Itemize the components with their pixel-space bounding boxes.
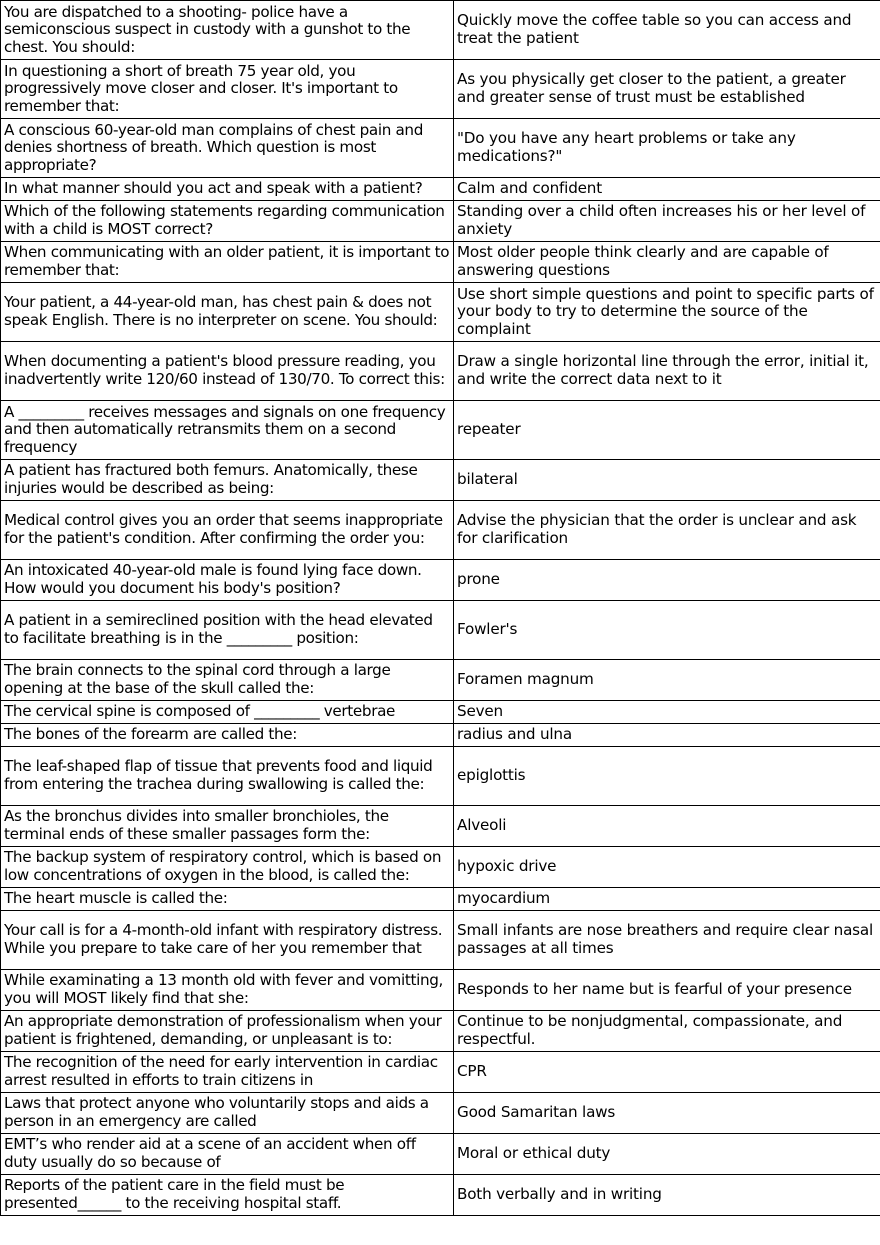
- question-cell: EMT’s who render aid at a scene of an accident when off duty usually do so because of: [1, 1134, 454, 1175]
- answer-cell: Standing over a child often increases his or her level of anxiety: [454, 201, 880, 242]
- answer-cell: myocardium: [454, 888, 880, 911]
- answer-cell: Use short simple questions and point to specific parts of your body to try to determine the source of the complaint: [454, 283, 880, 342]
- question-cell: Medical control gives you an order that seems inappropriate for the patient's condition. After confirming the order you:: [1, 501, 454, 560]
- question-cell: Reports of the patient care in the field must be presented______ to the receiving hospital staff.: [1, 1175, 454, 1216]
- table-row: [1, 201, 880, 242]
- answer-cell: Quickly move the coffee table so you can access and treat the patient: [454, 1, 880, 60]
- answer-cell: repeater: [454, 401, 880, 460]
- question-cell: When documenting a patient's blood pressure reading, you inadvertently write 120/60 instead of 130/70. To correct this:: [1, 342, 454, 401]
- answer-cell: Advise the physician that the order is unclear and ask for clarification: [454, 501, 880, 560]
- flashcard-table-body: [1, 1, 880, 1216]
- question-cell: When communicating with an older patient, it is important to remember that:: [1, 242, 454, 283]
- table-row: [1, 970, 880, 1011]
- table-row: [1, 560, 880, 601]
- answer-cell: bilateral: [454, 460, 880, 501]
- answer-cell: Calm and confident: [454, 178, 880, 201]
- question-cell: The backup system of respiratory control, which is based on low concentrations of oxygen in the blood, is called the:: [1, 847, 454, 888]
- answer-cell: Both verbally and in writing: [454, 1175, 880, 1216]
- answer-cell: Most older people think clearly and are capable of answering questions: [454, 242, 880, 283]
- answer-cell: Good Samaritan laws: [454, 1093, 880, 1134]
- question-cell: Laws that protect anyone who voluntarily stops and aids a person in an emergency are called: [1, 1093, 454, 1134]
- question-cell: In questioning a short of breath 75 year old, you progressively move closer and closer. It's important to remember that:: [1, 60, 454, 119]
- table-row: [1, 119, 880, 178]
- table-row: [1, 1011, 880, 1052]
- question-cell: While examinating a 13 month old with fever and vomitting, you will MOST likely find that she:: [1, 970, 454, 1011]
- question-cell: A _________ receives messages and signals on one frequency and then automatically retransmits them on a second frequency: [1, 401, 454, 460]
- answer-cell: epiglottis: [454, 747, 880, 806]
- answer-cell: CPR: [454, 1052, 880, 1093]
- table-row: [1, 806, 880, 847]
- table-row: [1, 601, 880, 660]
- answer-cell: "Do you have any heart problems or take any medications?": [454, 119, 880, 178]
- table-row: [1, 888, 880, 911]
- question-cell: The leaf-shaped flap of tissue that prevents food and liquid from entering the trachea during swallowing is called the:: [1, 747, 454, 806]
- table-row: [1, 1, 880, 60]
- question-cell: A patient in a semireclined position with the head elevated to facilitate breathing is in the _________ position:: [1, 601, 454, 660]
- question-cell: The heart muscle is called the:: [1, 888, 454, 911]
- table-row: [1, 1175, 880, 1216]
- answer-cell: Foramen magnum: [454, 660, 880, 701]
- table-row: [1, 847, 880, 888]
- question-cell: An intoxicated 40-year-old male is found lying face down. How would you document his body's position?: [1, 560, 454, 601]
- question-cell: Your patient, a 44-year-old man, has chest pain & does not speak English. There is no interpreter on scene. You should:: [1, 283, 454, 342]
- table-row: [1, 1134, 880, 1175]
- question-cell: The recognition of the need for early intervention in cardiac arrest resulted in efforts to train citizens in: [1, 1052, 454, 1093]
- table-row: [1, 1052, 880, 1093]
- answer-cell: Seven: [454, 701, 880, 724]
- answer-cell: Small infants are nose breathers and require clear nasal passages at all times: [454, 911, 880, 970]
- table-row: [1, 701, 880, 724]
- answer-cell: radius and ulna: [454, 724, 880, 747]
- question-cell: The brain connects to the spinal cord through a large opening at the base of the skull called the:: [1, 660, 454, 701]
- answer-cell: Alveoli: [454, 806, 880, 847]
- answer-cell: Fowler's: [454, 601, 880, 660]
- answer-cell: hypoxic drive: [454, 847, 880, 888]
- question-cell: You are dispatched to a shooting- police have a semiconscious suspect in custody with a gunshot to the chest. You should:: [1, 1, 454, 60]
- question-cell: As the bronchus divides into smaller bronchioles, the terminal ends of these smaller passages form the:: [1, 806, 454, 847]
- question-cell: A patient has fractured both femurs. Anatomically, these injuries would be described as being:: [1, 460, 454, 501]
- answer-cell: As you physically get closer to the patient, a greater and greater sense of trust must be established: [454, 60, 880, 119]
- question-cell: The bones of the forearm are called the:: [1, 724, 454, 747]
- table-row: [1, 178, 880, 201]
- question-cell: An appropriate demonstration of professionalism when your patient is frightened, demanding, or unpleasant is to:: [1, 1011, 454, 1052]
- question-cell: In what manner should you act and speak with a patient?: [1, 178, 454, 201]
- answer-cell: prone: [454, 560, 880, 601]
- table-row: [1, 242, 880, 283]
- question-cell: Your call is for a 4-month-old infant with respiratory distress. While you prepare to take care of her you remember that: [1, 911, 454, 970]
- table-row: [1, 283, 880, 342]
- table-row: [1, 911, 880, 970]
- table-row: [1, 460, 880, 501]
- table-row: [1, 401, 880, 460]
- answer-cell: Responds to her name but is fearful of your presence: [454, 970, 880, 1011]
- question-cell: The cervical spine is composed of _________ vertebrae: [1, 701, 454, 724]
- table-row: [1, 342, 880, 401]
- answer-cell: Moral or ethical duty: [454, 1134, 880, 1175]
- question-cell: Which of the following statements regarding communication with a child is MOST correct?: [1, 201, 454, 242]
- answer-cell: Draw a single horizontal line through the error, initial it, and write the correct data next to it: [454, 342, 880, 401]
- table-row: [1, 660, 880, 701]
- table-row: [1, 747, 880, 806]
- table-row: [1, 724, 880, 747]
- question-cell: A conscious 60-year-old man complains of chest pain and denies shortness of breath. Which question is most appropriate?: [1, 119, 454, 178]
- answer-cell: Continue to be nonjudgmental, compassionate, and respectful.: [454, 1011, 880, 1052]
- table-row: [1, 60, 880, 119]
- table-row: [1, 501, 880, 560]
- table-row: [1, 1093, 880, 1134]
